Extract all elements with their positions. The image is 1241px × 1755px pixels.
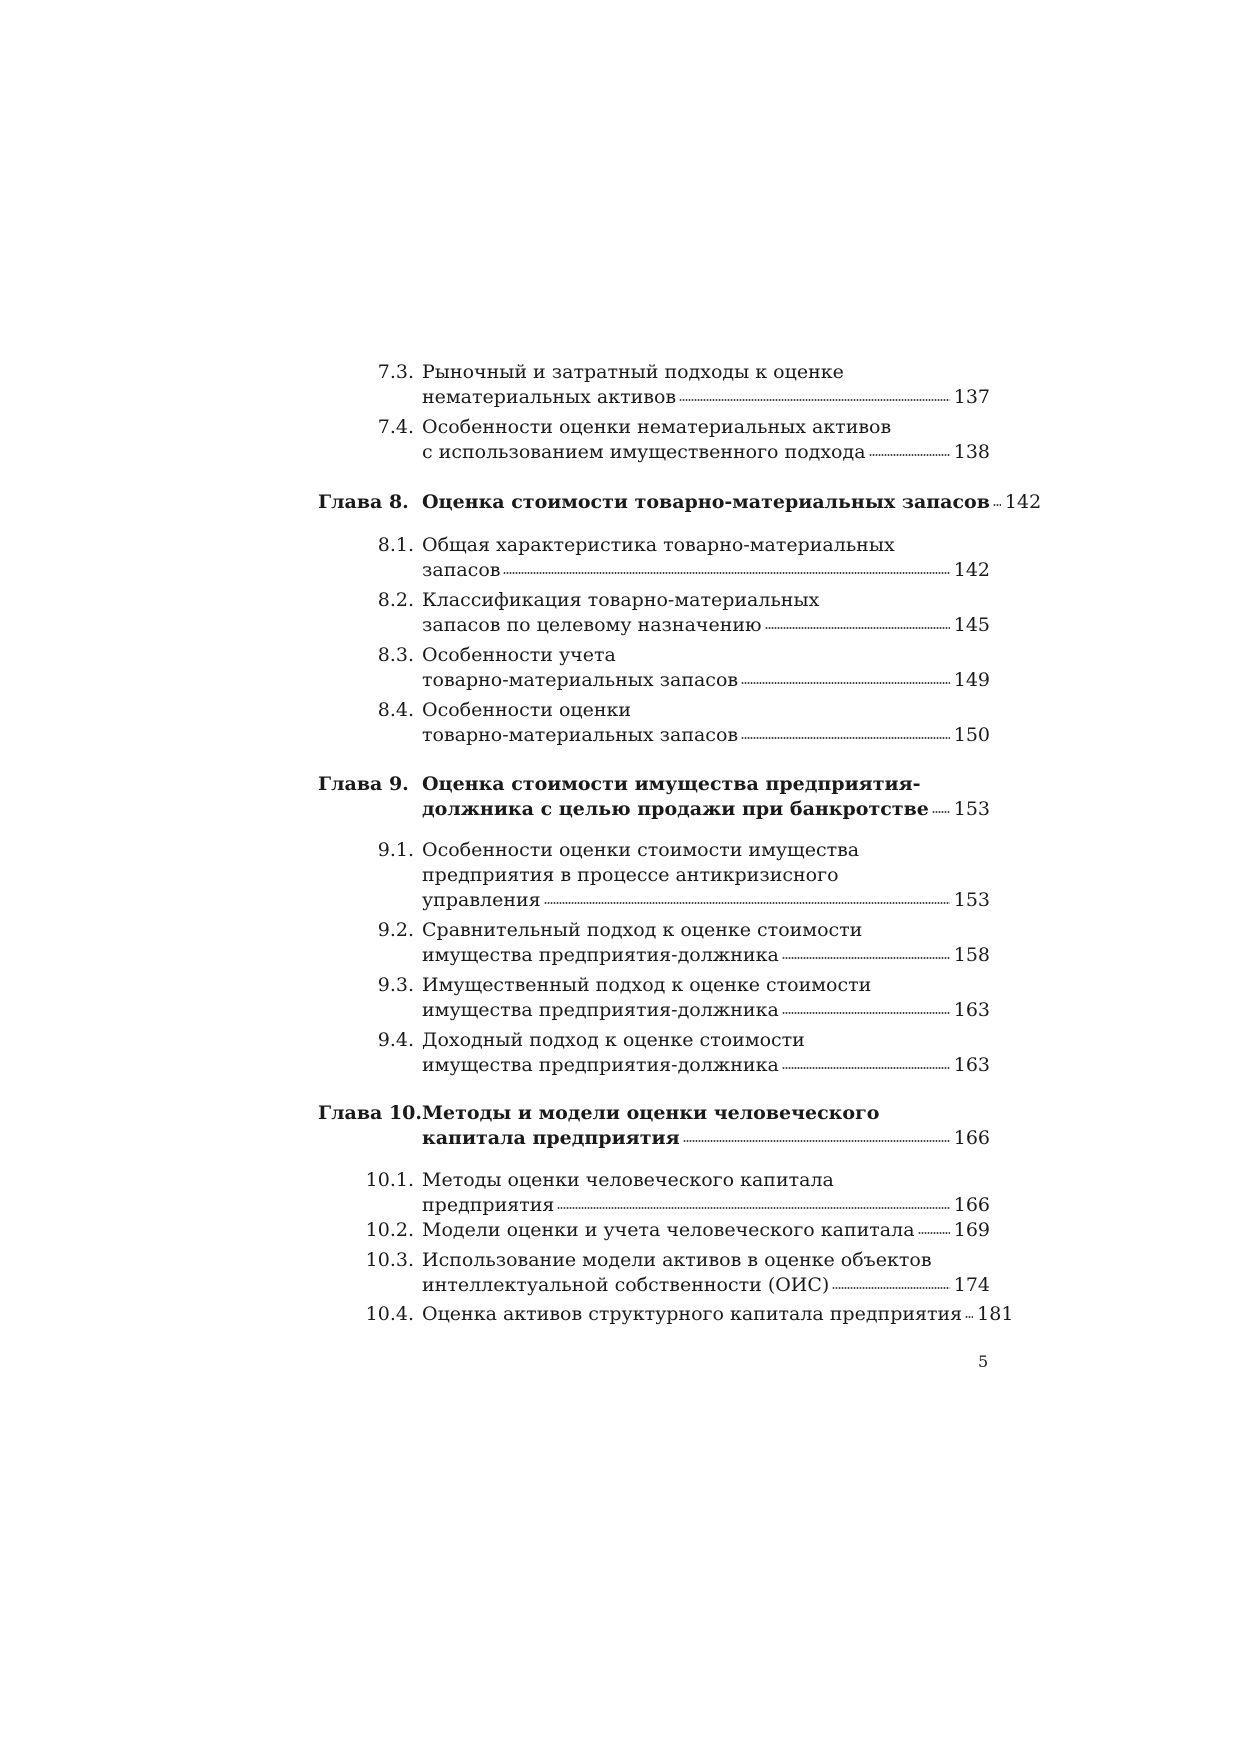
entry-title-line: Общая характеристика товарно-материальных [422,534,895,556]
entry-page-number: 166 [953,1194,990,1216]
entry-title-line: Классификация товарно-материальных [422,589,820,611]
entry-title-line: Сравнительный подход к оценке стоимости [422,919,863,941]
entry-title [422,360,990,410]
dot-leader [741,737,950,739]
entry-page-number: 169 [953,1219,990,1241]
toc-chapter [310,772,990,822]
entry-title-line: Использование модели активов в оценке объектов [422,1249,932,1271]
dot-leader [557,1207,949,1209]
toc-section [310,643,990,693]
dot-leader [782,1067,950,1069]
entry-number: 10.1. [365,1169,414,1191]
dot-leader [782,957,950,959]
toc-section [310,533,990,583]
entry-title-line: Методы оценки человеческого капитала [422,1169,834,1191]
dot-leader [741,682,950,684]
entry-page-number: 181 [977,1303,1014,1325]
entry-page-number: 166 [953,1127,990,1149]
toc-section [310,918,990,968]
toc-section [310,973,990,1023]
entry-title-line: запасов по целевому назначению [422,614,762,636]
entry-title [422,698,990,748]
entry-number: 8.3. [377,644,414,666]
entry-title-line: Оценка стоимости имущества предприятия- [422,773,921,795]
entry-title-line: Особенности учета [422,644,616,666]
toc-section [310,1218,990,1243]
entry-title [422,588,990,638]
entry-title-line: Особенности оценки нематериальных активов [422,416,892,438]
entry-number: 8.1. [377,534,414,556]
entry-page-number: 142 [1004,491,1042,513]
entry-title [422,1168,990,1218]
entry-last-line [422,1126,990,1151]
entry-page-number: 163 [953,999,990,1021]
entry-title-line: Рыночный и затратный подходы к оценке [422,361,844,383]
entry-number: 9.2. [377,919,414,941]
entry-last-line [422,888,990,913]
entry-last-line [422,1053,990,1078]
entry-page-number: 142 [953,559,990,581]
dot-leader [832,1287,949,1289]
entry-page-number: 153 [953,798,990,820]
toc-section [310,1248,990,1298]
entry-title-line: имущества предприятия-должника [422,944,779,966]
entry-page-number: 149 [953,669,990,691]
entry-page-number: 153 [953,889,990,911]
dot-leader [782,1012,950,1014]
entry-title-line: Оценка активов структурного капитала предприятия [422,1303,963,1325]
entry-title [422,533,990,583]
entry-title-line: Имущественный подход к оценке стоимости [422,974,872,996]
dot-leader [932,811,950,813]
entry-title-line: капитала предприятия [422,1127,680,1149]
entry-title-line: товарно-материальных запасов [422,669,739,691]
entry-number: 8.4. [377,699,414,721]
entry-title [422,838,990,913]
entry-page-number: 137 [953,386,990,408]
entry-number: Глава 10. [318,1102,423,1124]
entry-number: Глава 9. [318,773,409,795]
entry-title-line: Доходный подход к оценке стоимости [422,1029,805,1051]
entry-number: 10.3. [365,1249,414,1271]
toc-chapter [310,1101,990,1151]
dot-leader [679,399,950,401]
entry-last-line [422,558,990,583]
entry-number: 10.2. [365,1219,414,1241]
entry-number: 8.2. [377,589,414,611]
toc-section [310,698,990,748]
dot-leader [869,454,950,456]
toc-section [310,588,990,638]
dot-leader [993,504,1001,506]
entry-number: 7.4. [377,416,414,438]
entry-title-line: имущества предприятия-должника [422,1054,779,1076]
dot-leader [544,902,950,904]
entry-title-line: управления [422,889,541,911]
entry-last-line [422,1273,990,1298]
entry-title [422,1302,1014,1327]
entry-last-line [422,723,990,748]
entry-title-line: предприятия в процессе антикризисного [422,864,839,886]
entry-last-line [422,385,990,410]
entry-last-line [422,490,1042,515]
entry-title [422,1028,990,1078]
entry-title-line: Оценка стоимости товарно-материальных запасов [422,491,990,513]
entry-page-number: 150 [953,724,990,746]
toc-section [310,1302,1014,1327]
entry-page-number: 163 [953,1054,990,1076]
dot-leader [503,572,949,574]
entry-number: 9.3. [377,974,414,996]
entry-title-line: должника с целью продажи при банкротстве [422,798,929,820]
entry-title-line: имущества предприятия-должника [422,999,779,1021]
entry-title [422,643,990,693]
entry-number: 10.4. [365,1303,414,1325]
entry-title [422,772,990,822]
entry-page-number: 138 [953,441,990,463]
toc-section [310,415,990,465]
entry-title-line: товарно-материальных запасов [422,724,739,746]
entry-title-line: Особенности оценки [422,699,632,721]
entry-last-line [422,998,990,1023]
page-number: 5 [978,1352,989,1371]
entry-title-line: нематериальных активов [422,386,677,408]
toc-section [310,360,990,410]
toc-section [310,1168,990,1218]
entry-number: 7.3. [377,361,414,383]
entry-number: Глава 8. [318,491,409,513]
entry-last-line [422,1302,1014,1327]
entry-title-line: Методы и модели оценки человеческого [422,1102,880,1124]
entry-page-number: 158 [953,944,990,966]
toc-section [310,1028,990,1078]
entry-title-line: Особенности оценки стоимости имущества [422,839,860,861]
entry-title-line: интеллектуальной собственности (ОИС) [422,1274,830,1296]
entry-title [422,415,990,465]
dot-leader [965,1316,973,1318]
entry-title [422,1248,990,1298]
entry-title [422,490,1042,515]
entry-title-line: запасов [422,559,501,581]
entry-page-number: 174 [953,1274,990,1296]
entry-last-line [422,797,990,822]
entry-title [422,1101,990,1151]
entry-number: 9.4. [377,1029,414,1051]
entry-last-line [422,943,990,968]
entry-title-line: Модели оценки и учета человеческого капитала [422,1219,915,1241]
entry-last-line [422,668,990,693]
entry-title [422,918,990,968]
entry-last-line [422,440,990,465]
dot-leader [918,1232,950,1234]
toc-section [310,838,990,913]
entry-last-line [422,1193,990,1218]
entry-title [422,1218,990,1243]
entry-last-line [422,1218,990,1243]
entry-title-line: с использованием имущественного подхода [422,441,866,463]
entry-last-line [422,613,990,638]
entry-title [422,973,990,1023]
entry-title-line: предприятия [422,1194,555,1216]
dot-leader [765,627,950,629]
dot-leader [683,1140,950,1142]
toc-chapter [310,490,1042,515]
entry-page-number: 145 [953,614,990,636]
entry-number: 9.1. [377,839,414,861]
